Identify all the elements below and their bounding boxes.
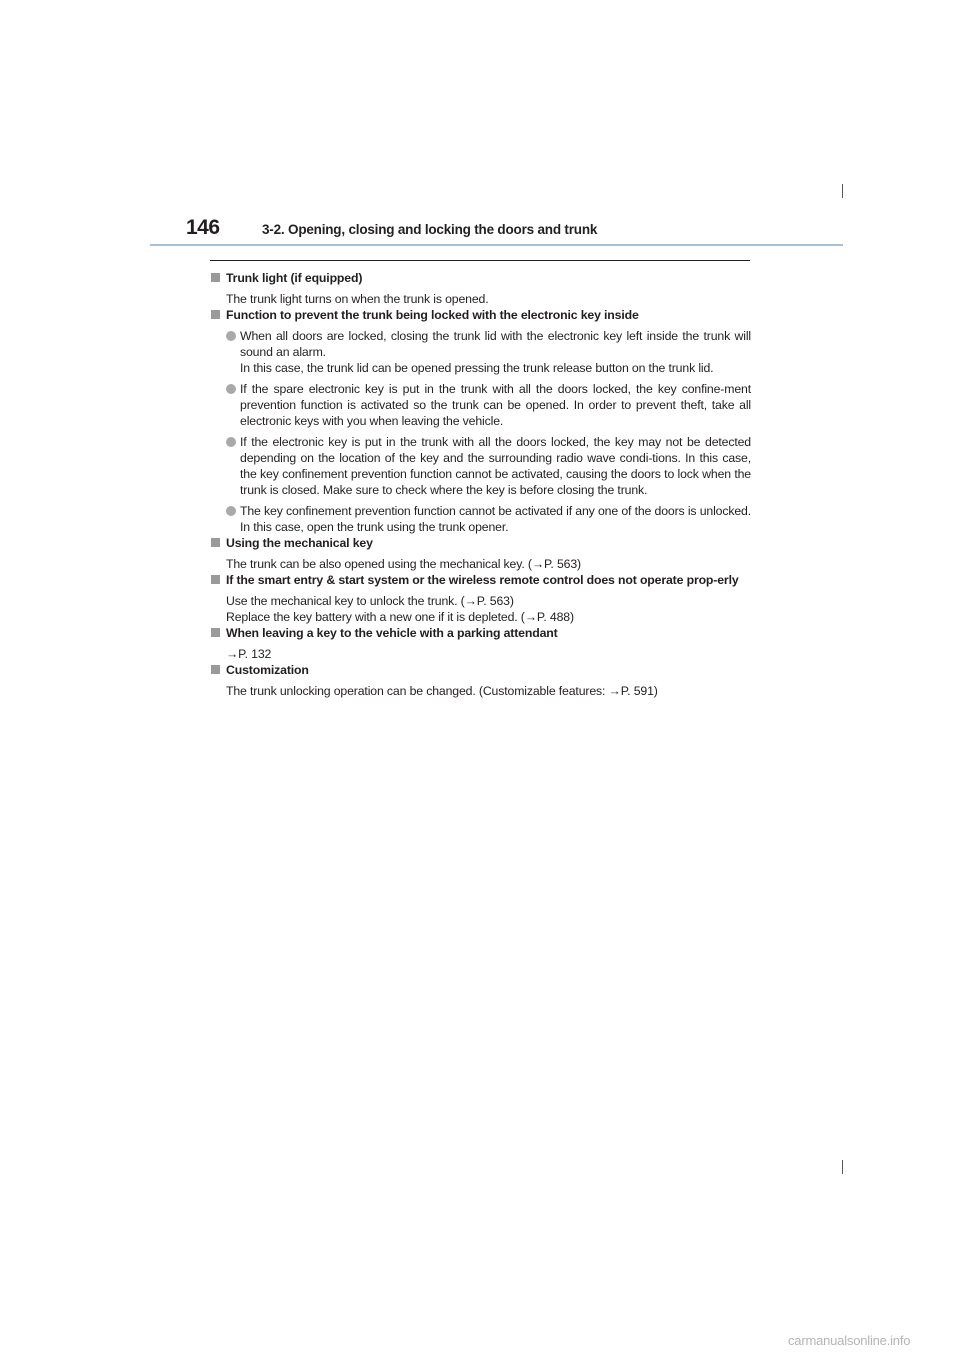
content-top-rule bbox=[210, 260, 750, 261]
circle-bullet-icon bbox=[226, 506, 236, 516]
list-item: If the electronic key is put in the trunk with all the doors locked, the key may not be detected depending on the location of the key and the surrounding radio wave condi-tions. In this case, the key confinement prevention function cannot be activated, causing the doors to lock when the trunk is closed. Make sure to check where the key is before closing the trunk. bbox=[210, 434, 751, 498]
section-customization bbox=[210, 662, 751, 699]
square-bullet-icon bbox=[211, 310, 220, 319]
list-item: When all doors are locked, closing the trunk lid with the electronic key left inside the trunk will sound an alarm. In this case, the trunk lid can be opened pressing the trunk release button on the trunk lid. bbox=[210, 328, 751, 376]
section-heading: When leaving a key to the vehicle with a parking attendant bbox=[210, 625, 751, 641]
section-body: The trunk light turns on when the trunk is opened. bbox=[226, 292, 489, 306]
section-body: The trunk unlocking operation can be changed. (Customizable features: →P. 591) bbox=[226, 684, 658, 698]
square-bullet-icon bbox=[211, 665, 220, 674]
list-item: The key confinement prevention function cannot be activated if any one of the doors is unlocked. In this case, open the trunk using the trunk opener. bbox=[210, 503, 751, 535]
section-body: The trunk can be also opened using the mechanical key. (→P. 563) bbox=[226, 557, 581, 571]
square-bullet-icon bbox=[211, 628, 220, 637]
square-bullet-icon bbox=[211, 538, 220, 547]
section-key-confinement bbox=[210, 307, 751, 535]
section-body: →P. 132 bbox=[226, 647, 272, 661]
section-heading: Trunk light (if equipped) bbox=[210, 270, 751, 286]
section-heading: If the smart entry & start system or the wireless remote control does not operate prop-erly bbox=[210, 572, 751, 588]
square-bullet-icon bbox=[211, 273, 220, 282]
circle-bullet-icon bbox=[226, 384, 236, 394]
section-parking-attendant bbox=[210, 625, 751, 662]
list-item: If the spare electronic key is put in the trunk with all the doors locked, the key confine-ment prevention function is activated so the trunk can be opened. In order to prevent theft, take all electronic keys with you when leaving the vehicle. bbox=[210, 381, 751, 429]
section-heading: Using the mechanical key bbox=[210, 535, 751, 551]
section-heading: Function to prevent the trunk being locked with the electronic key inside bbox=[210, 307, 751, 323]
section-mechanical-key bbox=[210, 535, 751, 572]
watermark: carmanualsonline.info bbox=[788, 1333, 911, 1348]
section-body: Use the mechanical key to unlock the trunk. (→P. 563) Replace the key battery with a new one if it is depleted. (→P. 488) bbox=[226, 594, 574, 624]
circle-bullet-icon bbox=[226, 437, 236, 447]
section-trunk-light bbox=[210, 270, 751, 307]
section-smart-entry-failure bbox=[210, 572, 751, 625]
section-heading: Customization bbox=[210, 662, 751, 678]
content-body bbox=[210, 270, 751, 699]
circle-bullet-icon bbox=[226, 331, 236, 341]
crop-mark-top bbox=[842, 184, 843, 198]
header-rule bbox=[150, 244, 843, 246]
page-header-title: 3-2. Opening, closing and locking the doors and trunk bbox=[262, 222, 598, 237]
page-number: 146 bbox=[186, 216, 220, 239]
square-bullet-icon bbox=[211, 575, 220, 584]
crop-mark-bottom bbox=[842, 1160, 843, 1174]
